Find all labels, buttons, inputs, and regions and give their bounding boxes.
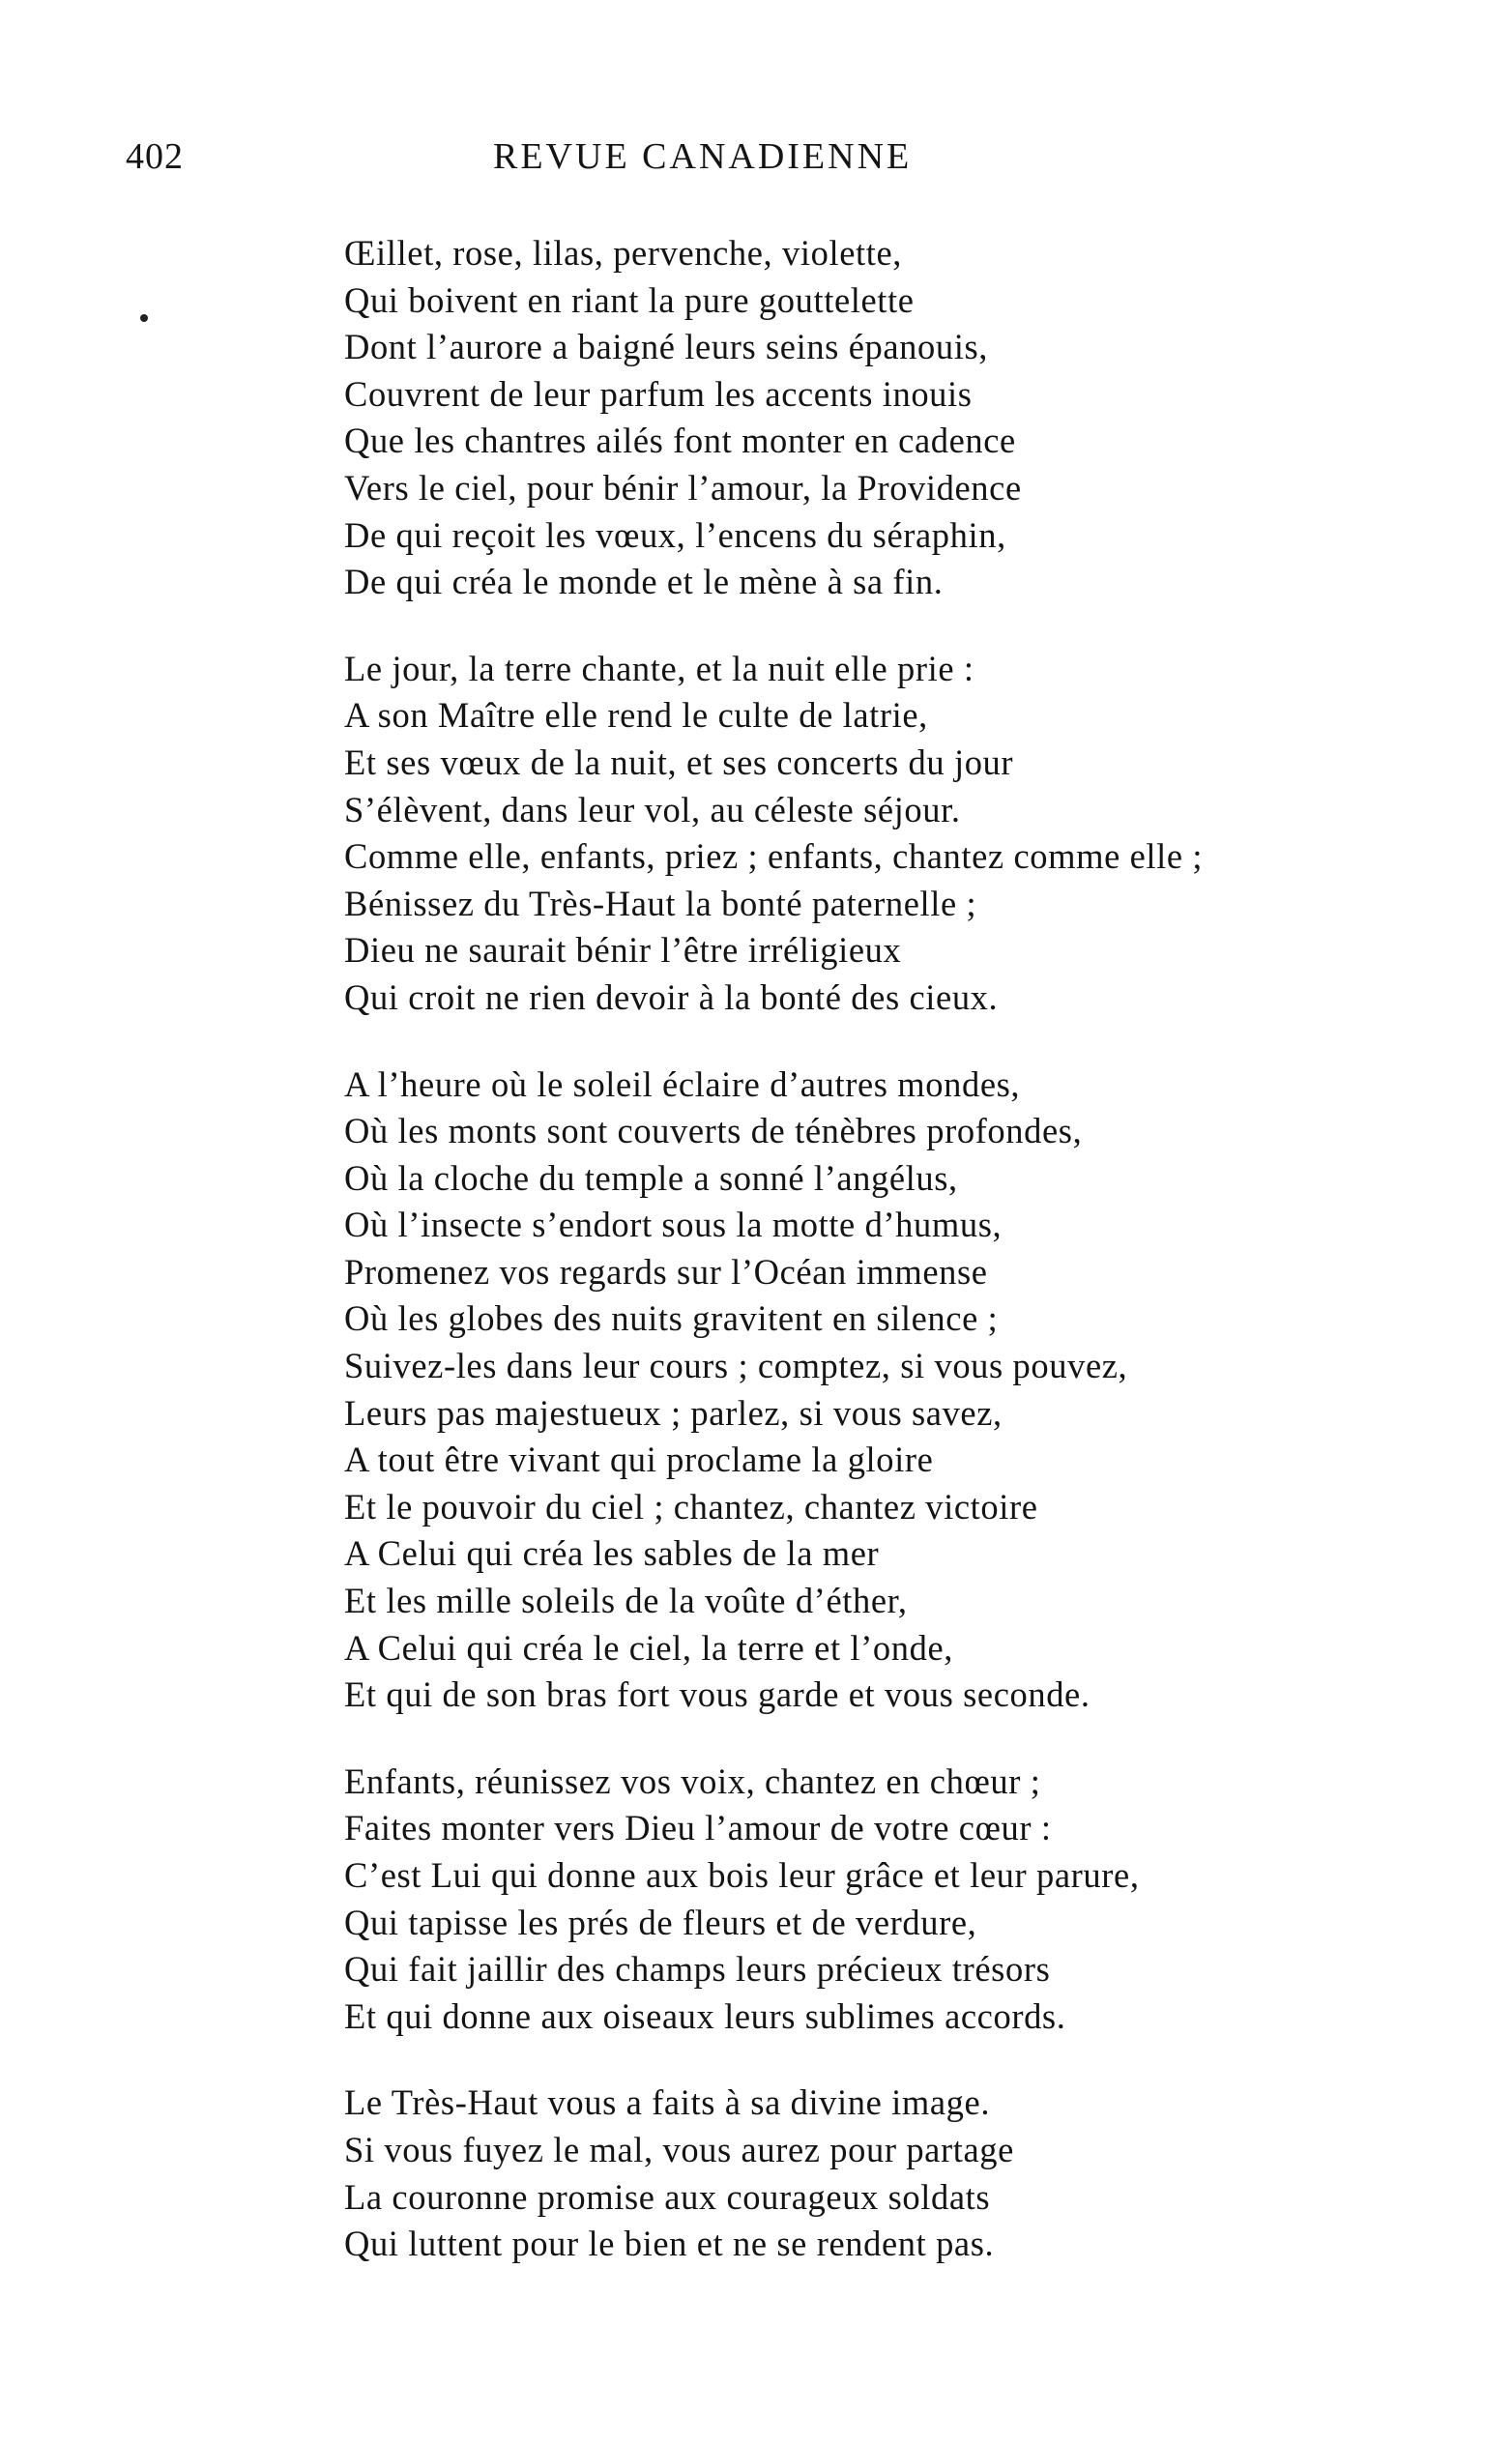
running-head [126, 135, 1382, 193]
stanza [344, 1062, 1437, 1719]
verse-line: Que les chantres ailés font monter en cadence [344, 421, 1016, 461]
verse-line: Vers le ciel, pour bénir l’amour, la Providence [344, 467, 1022, 508]
verse-line: A Celui qui créa les sables de la mer [344, 1533, 880, 1574]
verse-line: De qui créa le monde et le mène à sa fin. [344, 562, 944, 602]
verse-line: Comme elle, enfants, priez ; enfants, chantez comme elle ; [344, 836, 1204, 877]
ink-speck [140, 314, 148, 322]
verse-line: Œillet, rose, lilas, pervenche, violette, [344, 233, 903, 273]
verse-line: Qui fait jaillir des champs leurs précieux trésors [344, 1949, 1051, 1990]
verse-line: Leurs pas majestueux ; parlez, si vous savez, [344, 1392, 1003, 1433]
verse-line: Et qui donne aux oiseaux leurs sublimes accords. [344, 1995, 1066, 2036]
stanza [344, 230, 1437, 606]
page-number: 402 [126, 136, 184, 177]
verse-line: Où la cloche du temple a sonné l’angélus, [344, 1157, 958, 1198]
verse-line: Couvrent de leur parfum les accents inouis [344, 373, 973, 414]
verse-line: Où l’insecte s’endort sous la motte d’humus, [344, 1205, 1003, 1245]
verse-line: C’est Lui qui donne aux bois leur grâce et leur parure, [344, 1855, 1140, 1895]
verse-line: La couronne promise aux courageux soldats [344, 2176, 991, 2217]
verse-line: Où les globes des nuits gravitent en silence ; [344, 1298, 999, 1339]
verse-line: Suivez-les dans leur cours ; comptez, si vous pouvez, [344, 1346, 1128, 1386]
stanza [344, 2080, 1437, 2267]
verse-line: Le Très-Haut vous a faits à sa divine image. [344, 2082, 991, 2123]
verse-line: Et le pouvoir du ciel ; chantez, chantez victoire [344, 1486, 1038, 1527]
verse-line: De qui reçoit les vœux, l’encens du séraphin, [344, 514, 1006, 555]
verse-line: Et ses vœux de la nuit, et ses concerts du jour [344, 742, 1014, 782]
verse-line: Si vous fuyez le mal, vous aurez pour partage [344, 2129, 1014, 2169]
verse-line: Promenez vos regards sur l’Océan immense [344, 1251, 988, 1292]
verse-line: A son Maître elle rend le culte de latrie, [344, 695, 928, 736]
stanza [344, 1759, 1437, 2041]
verse-line: Qui tapisse les prés de fleurs et de verdure, [344, 1902, 977, 1942]
verse-line: Enfants, réunissez vos voix, chantez en chœur ; [344, 1760, 1041, 1801]
verse-line: Qui boivent en riant la pure gouttelette [344, 279, 915, 320]
verse-line: Qui croit ne rien devoir à la bonté des cieux. [344, 976, 999, 1017]
verse-line: S’élèvent, dans leur vol, au céleste séjour. [344, 789, 961, 829]
verse-line: Dont l’aurore a baigné leurs seins épanouis, [344, 327, 988, 367]
verse-line: Et les mille soleils de la voûte d’éther, [344, 1581, 908, 1621]
verse-line: Le jour, la terre chante, et la nuit elle prie : [344, 648, 974, 688]
verse-line: A Celui qui créa le ciel, la terre et l’onde, [344, 1627, 953, 1668]
verse-line: Faites monter vers Dieu l’amour de votre cœur : [344, 1808, 1052, 1848]
journal-title: REVUE CANADIENNE [493, 136, 913, 177]
verse-line: Bénissez du Très-Haut la bonté paternelle ; [344, 883, 977, 923]
verse-line: Et qui de son bras fort vous garde et vous seconde. [344, 1674, 1090, 1715]
verse-line: Qui luttent pour le bien et ne se rendent pas. [344, 2224, 995, 2264]
verse-line: Dieu ne saurait bénir l’être irréligieux [344, 930, 902, 971]
poem-body [344, 230, 1437, 2308]
verse-line: Où les monts sont couverts de ténèbres profondes, [344, 1111, 1083, 1151]
verse-line: A l’heure où le soleil éclaire d’autres mondes, [344, 1063, 1021, 1104]
stanza [344, 646, 1437, 1022]
verse-line: A tout être vivant qui proclame la gloire [344, 1440, 934, 1480]
